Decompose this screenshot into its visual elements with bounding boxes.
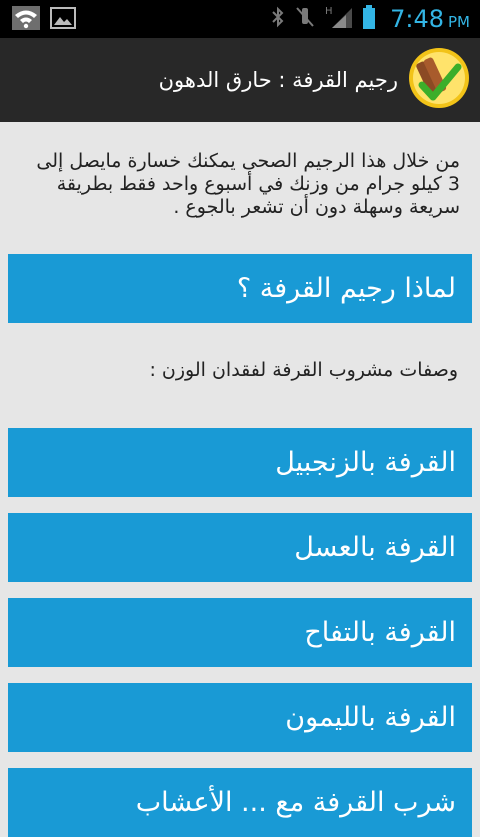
bluetooth-icon <box>270 5 286 33</box>
app-title: رجيم القرفة : حارق الدهون <box>158 68 398 92</box>
svg-text:H: H <box>325 6 333 17</box>
mute-icon <box>294 5 316 33</box>
app-logo-icon[interactable] <box>408 47 470 109</box>
signal-icon <box>324 4 354 34</box>
intro-text: من خلال هذا الرجيم الصحى يمكنك خسارة مايصل إلى 3 كيلو جرام من وزنك في أسبوع واحد فقط بطريقة سريعة وسهلة دون أن تشعر بالجوع . <box>36 150 460 218</box>
recipes-label: وصفات مشروب القرفة لفقدان الوزن : <box>149 359 458 381</box>
clock-time: 7:48 <box>390 5 444 33</box>
wifi-icon <box>12 6 40 34</box>
system-icons <box>270 0 470 38</box>
battery-icon <box>362 4 376 34</box>
action-bar <box>0 38 480 122</box>
clock-ampm: PM <box>448 13 470 31</box>
notification-icons <box>12 6 76 34</box>
status-bar <box>0 0 480 38</box>
recipe-button-apple[interactable]: القرفة بالتفاح <box>8 598 472 667</box>
recipe-button-herbs[interactable]: شرب القرفة مع ... الأعشاب <box>8 768 472 837</box>
clock <box>390 5 470 33</box>
why-cinnamon-diet-button[interactable]: لماذا رجيم القرفة ؟ <box>8 254 472 323</box>
recipe-button-honey[interactable]: القرفة بالعسل <box>8 513 472 582</box>
recipe-button-lemon[interactable]: القرفة بالليمون <box>8 683 472 752</box>
image-icon <box>50 7 76 33</box>
recipe-button-ginger[interactable]: القرفة بالزنجبيل <box>8 428 472 497</box>
